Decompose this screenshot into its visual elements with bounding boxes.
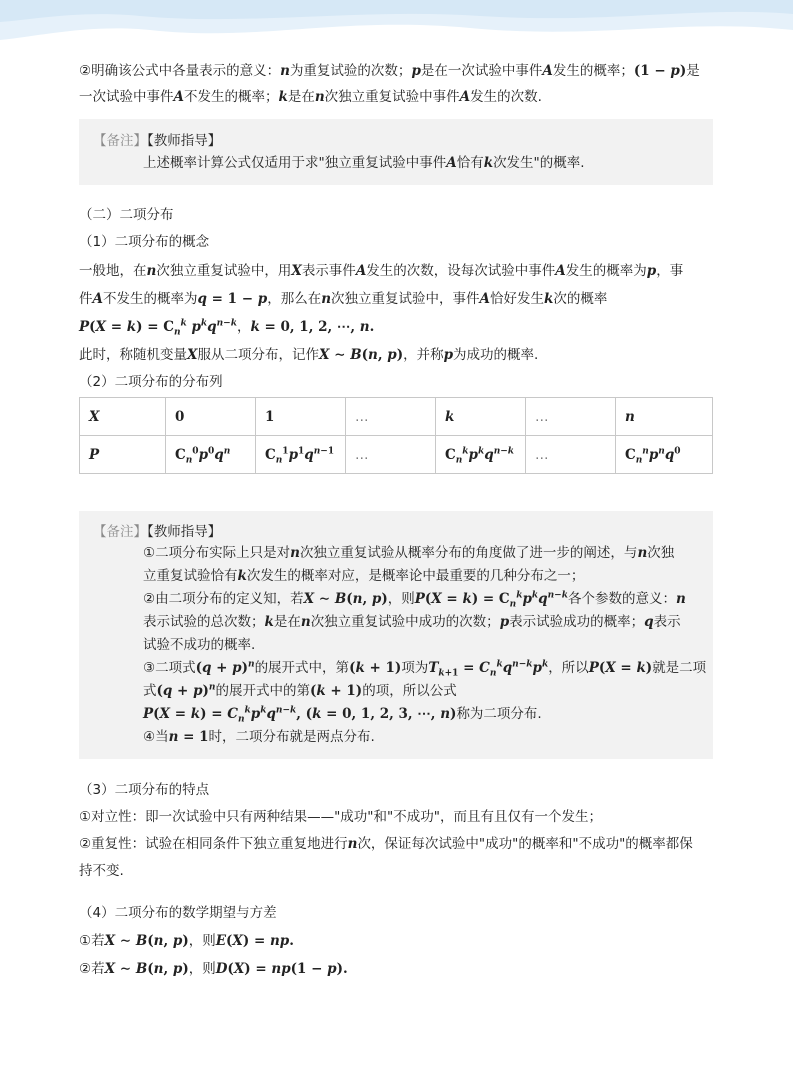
subheading-expectation: （4）二项分布的数学期望与方差 [79,905,277,921]
table-row [80,436,713,474]
formula-meaning-line-2: 一次试验中事件A不发生的概率；k是在n次独立重复试验中事件A发生的次数. [79,89,542,105]
note-line: $P(X = k) = C_n^kp^kq^{n-k}$, (k = 0, 1, 2, 3, ⋯, n)称为二项分布. [143,705,542,725]
concept-line-4: 此时，称随机变量X服从二项分布，记作X ∼ B(n, p)，并称p为成功的概率. [79,347,539,363]
distribution-table [79,397,713,474]
concept-line-2: 件A不发生的概率为q = 1 − p，那么在n次独立重复试验中，事件A恰好发生k次的概率 [79,291,608,307]
note-line: ②由二项分布的定义知，若X ∼ B(n, p)，则$P(X = k) = C_n^kp^kq^{n-k}$各个参数的意义：n [143,590,686,610]
feature-line-3: 持不变. [79,863,124,879]
note-line: 立重复试验恰有k次发生的概率对应，是概率论中最重要的几种分布之一； [143,568,585,584]
table-row [80,398,713,436]
table-cell: … [526,436,616,474]
variance-line: ②若X ∼ B(n, p)，则D(X) = np(1 − p). [79,961,348,977]
note-line: 试验不成功的概率. [143,637,256,653]
note-tag: 【备注】 [93,524,147,540]
section-heading-binomial: （二）二项分布 [79,207,174,223]
note-line: ①二项分布实际上只是对n次独立重复试验从概率分布的角度做了进一步的阐述，与n次独 [143,545,675,561]
table-cell: 1 [256,398,346,436]
table-cell: k [436,398,526,436]
binomial-formula: $P(X = k) = C_n^k$ $p^kq^{n-k}$，k = 0, 1, 2, ⋯, n. [79,318,375,338]
note-line: ④当n = 1时，二项分布就是两点分布. [143,729,375,745]
table-cell: $C_n^np^nq^0$ [616,436,713,474]
table-cell: … [526,398,616,436]
feature-line-2: ②重复性：试验在相同条件下独立重复地进行n次，保证每次试验中"成功"的概率和"不成功"的概率都保 [79,836,693,852]
note-line: 式$(q + p)^n$的展开式中的第(k + 1)的项，所以公式 [143,682,457,699]
header-wave-decoration [0,0,793,58]
note-box-2 [79,511,713,759]
note-text: 上述概率计算公式仅适用于求"独立重复试验中事件A恰有k次发生"的概率. [143,155,585,171]
table-cell: $C_n^0p^0q^n$ [166,436,256,474]
table-cell: … [346,436,436,474]
note-line: 表示试验的总次数；k是在n次独立重复试验中成功的次数；p表示试验成功的概率；q表示 [143,614,681,630]
table-cell: n [616,398,713,436]
concept-line-1: 一般地，在n次独立重复试验中，用X表示事件A发生的次数，设每次试验中事件A发生的概率为p，事 [79,263,684,279]
expectation-line: ①若X ∼ B(n, p)，则E(X) = np. [79,933,294,949]
note-title: 【教师指导】 [147,133,222,149]
formula-meaning-line-1: ②明确该公式中各量表示的意义：n为重复试验的次数；p是在一次试验中事件A发生的概率；(1 − p)是 [79,63,700,79]
table-cell: $C_n^1p^1q^{n-1}$ [256,436,346,474]
feature-line-1: ①对立性：即一次试验中只有两种结果——"成功"和"不成功"，而且有且仅有一个发生； [79,809,602,825]
note-tag: 【备注】 [93,133,147,149]
subheading-concept: （1）二项分布的概念 [79,234,210,250]
subheading-distribution: （2）二项分布的分布列 [79,374,223,390]
note-box-1 [79,119,713,185]
table-cell: 0 [166,398,256,436]
table-cell: $C_n^kp^kq^{n-k}$ [436,436,526,474]
note-line: ③二项式$(q + p)^n$的展开式中，第(k + 1)项为$T_{k+1} = C_n^kq^{n-k}p^k$，所以P(X = k)就是二项 [143,659,707,679]
table-cell: … [346,398,436,436]
subheading-features: （3）二项分布的特点 [79,782,210,798]
table-cell: P [80,436,166,474]
table-cell: X [80,398,166,436]
note-title: 【教师指导】 [147,524,222,540]
